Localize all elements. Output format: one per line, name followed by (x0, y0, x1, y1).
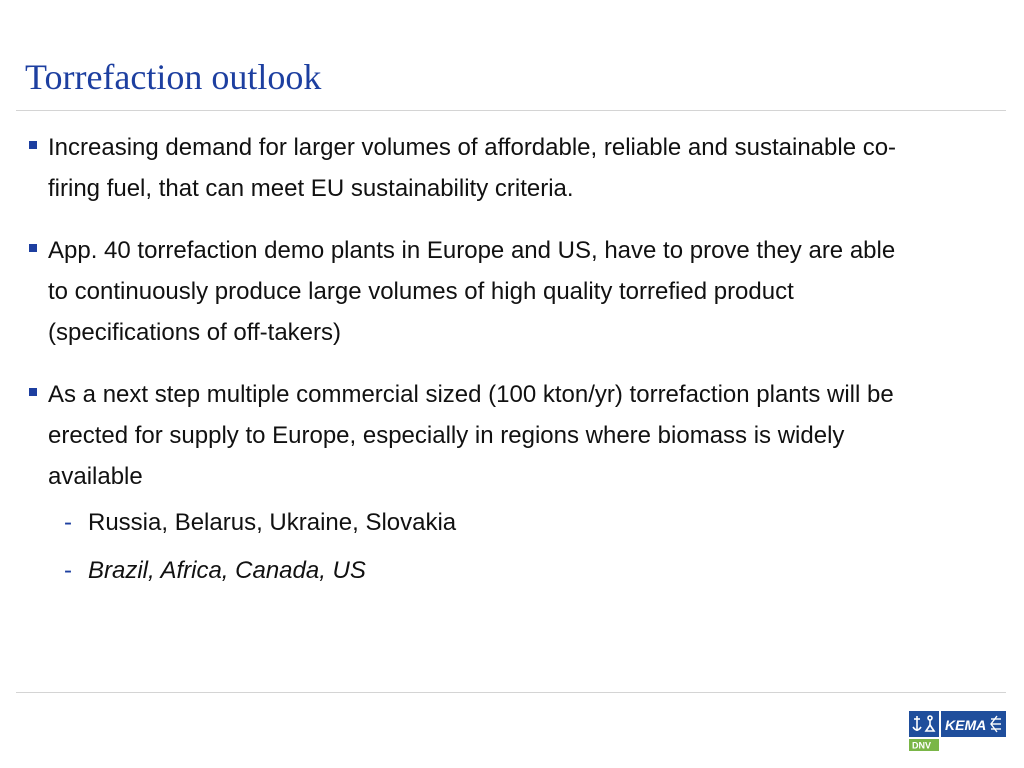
sub-bullet-text: Russia, Belarus, Ukraine, Slovakia (88, 509, 457, 536)
sub-bullet-item (46, 549, 898, 593)
bullet-text: As a next step multiple commercial sized (100 kton/yr) torrefaction plants will be erected for supply to Europe, especially in regions where biomass is widely available (48, 381, 894, 490)
dash-bullet-icon: - (64, 557, 72, 584)
kema-logo-text: KEMA (945, 717, 987, 733)
sub-bullet-list (48, 501, 898, 593)
square-bullet-icon (29, 388, 37, 396)
sub-bullet-text: Brazil, Africa, Canada, US (88, 557, 366, 584)
kema-dnv-logo (909, 711, 1006, 751)
bullet-item (0, 127, 898, 209)
square-bullet-icon (29, 141, 37, 149)
bullet-item (0, 374, 898, 593)
bullet-list (0, 127, 1024, 614)
bullet-text: Increasing demand for larger volumes of affordable, reliable and sustainable co-firing fuel, that can meet EU sustainability criteria. (48, 134, 897, 202)
title-divider (16, 110, 1006, 111)
sub-bullet-item (46, 501, 898, 545)
bullet-text: App. 40 torrefaction demo plants in Europe and US, have to prove they are able to continuously produce large volumes of high quality torrefied product (specifications of off-takers) (48, 237, 896, 346)
footer-divider (16, 692, 1006, 693)
bullet-item (0, 230, 898, 353)
dash-bullet-icon: - (64, 509, 72, 536)
dnv-logo-text: DNV (912, 740, 932, 751)
square-bullet-icon (29, 244, 37, 252)
slide-title: Torrefaction outlook (25, 57, 322, 97)
